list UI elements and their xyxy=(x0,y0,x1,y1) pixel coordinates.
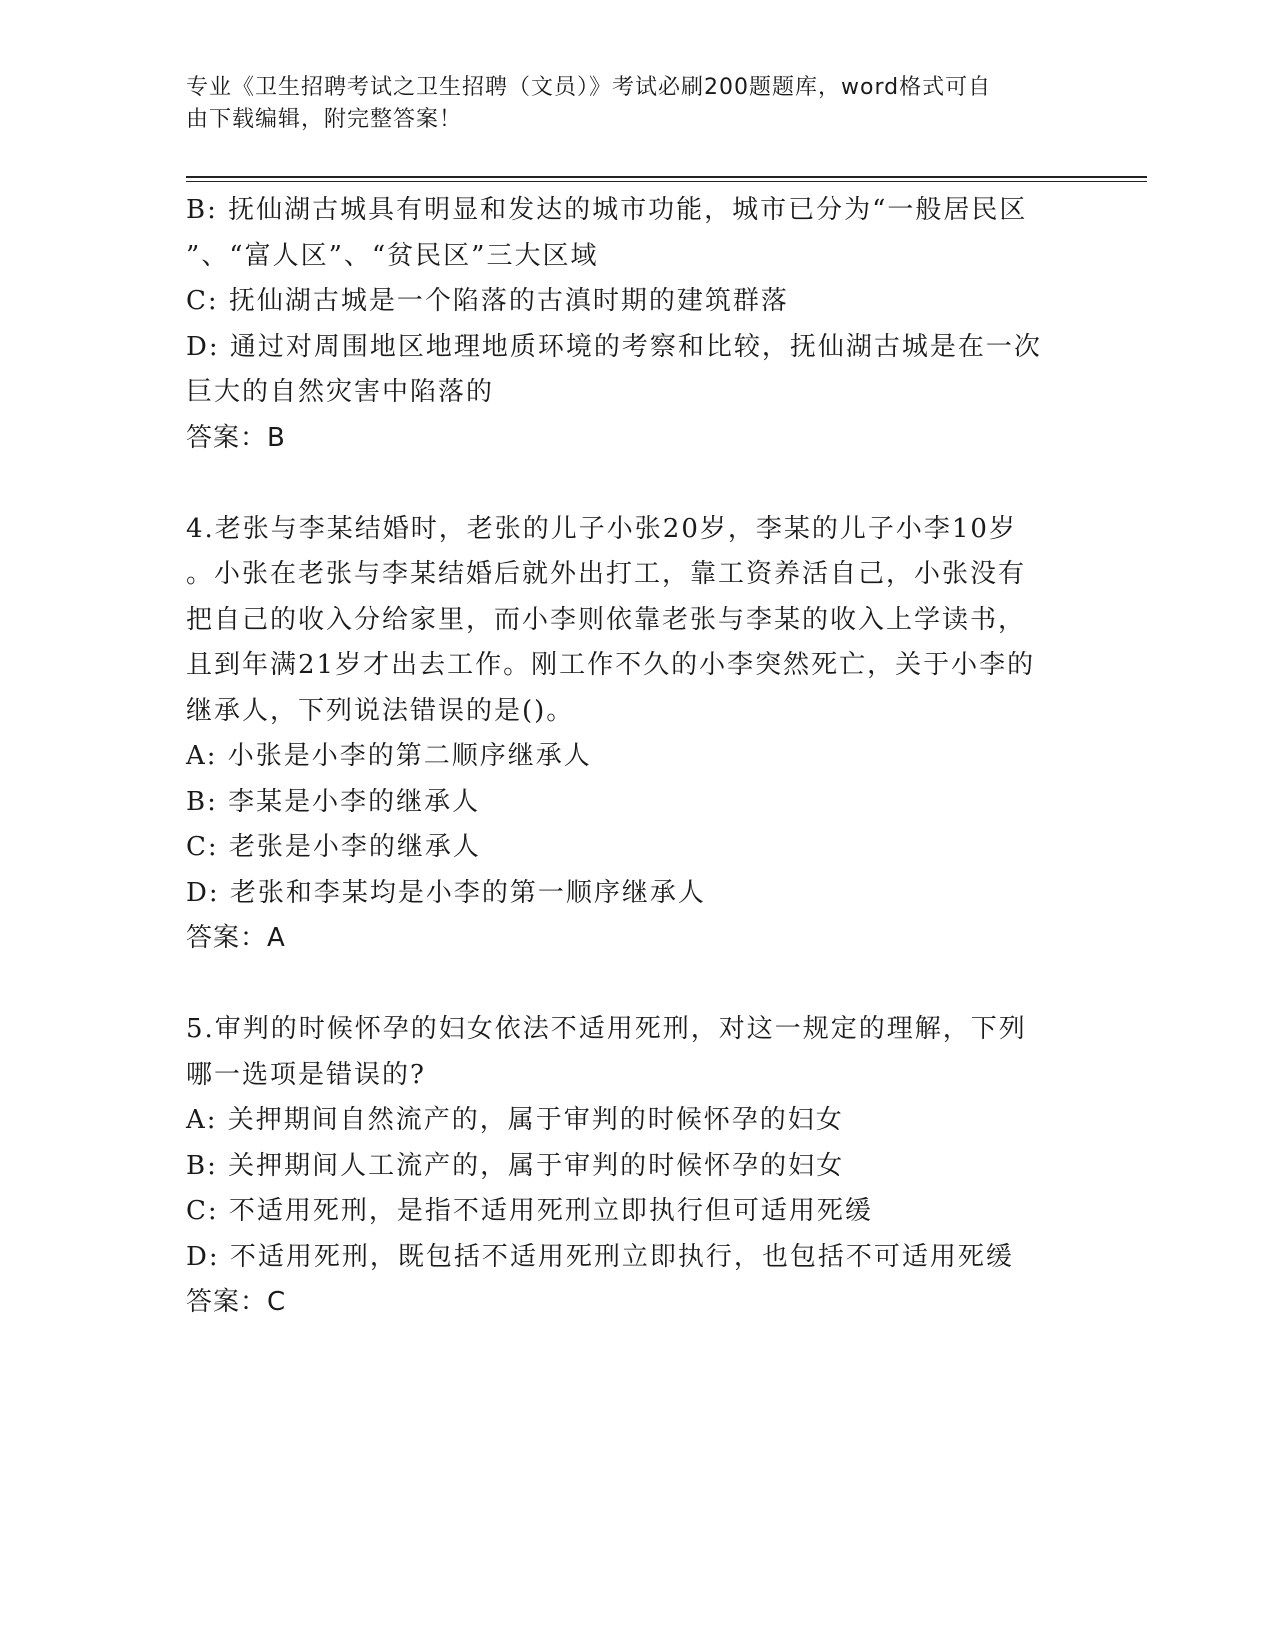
spacer xyxy=(186,461,1086,507)
question-stem-line-1: 5.审判的时候怀孕的妇女依法不适用死刑，对这一规定的理解，下列 xyxy=(186,1014,1027,1044)
option-c: C: 不适用死刑，是指不适用死刑立即执行但可适用死缓 xyxy=(186,1196,873,1226)
header-title-line-2: 由下载编辑，附完整答案！ xyxy=(186,107,463,132)
option-b: B: 关押期间人工流产的，属于审判的时候怀孕的妇女 xyxy=(186,1150,845,1181)
question-stem-line-4: 且到年满21岁才出去工作。刚工作不久的小李突然死亡，关于小李的 xyxy=(186,650,1036,680)
page-header xyxy=(186,72,1066,136)
option-b-line-1: B: 抚仙湖古城具有明显和发达的城市功能，城市已分为“一般居民区 xyxy=(186,195,1028,225)
question-stem-line-3: 把自己的收入分给家里，而小李则依靠老张与李某的收入上学读书， xyxy=(186,604,1027,635)
question-content xyxy=(186,188,1086,1326)
question-stem-line-1: 4.老张与李某结婚时，老张的儿子小张20岁，李某的儿子小李10岁 xyxy=(186,513,1017,544)
spacer xyxy=(186,962,1086,1008)
option-c: C: 老张是小李的继承人 xyxy=(186,832,481,862)
answer-text: 答案：B xyxy=(186,422,286,453)
header-divider-thin xyxy=(186,181,1147,182)
question-stem-line-5: 继承人，下列说法错误的是()。 xyxy=(186,695,575,726)
option-b-line-2: ”、“富人区”、“贫民区”三大区域 xyxy=(186,240,599,271)
option-c: C: 抚仙湖古城是一个陷落的古滇时期的建筑群落 xyxy=(186,286,789,316)
question-4 xyxy=(186,507,1086,962)
header-divider-thick xyxy=(186,176,1147,178)
answer-text: 答案：A xyxy=(186,923,286,953)
question-stem-line-2: 。小张在老张与李某结婚后就外出打工，靠工资养活自己，小张没有 xyxy=(186,559,1027,589)
option-a: A: 小张是小李的第二顺序继承人 xyxy=(186,741,592,771)
option-a: A: 关押期间自然流产的，属于审判的时候怀孕的妇女 xyxy=(186,1105,844,1135)
answer-text: 答案：C xyxy=(186,1287,287,1317)
option-d-line-1: D: 通过对周围地区地理地质环境的考察和比较，抚仙湖古城是在一次 xyxy=(186,331,1042,362)
header-title-line-1: 专业《卫生招聘考试之卫生招聘（文员）》考试必刷200题题库，word格式可自 xyxy=(186,75,992,100)
option-d-line-2: 巨大的自然灾害中陷落的 xyxy=(186,377,495,407)
question-stem-line-2: 哪一选项是错误的? xyxy=(186,1059,426,1090)
option-d: D: 不适用死刑，既包括不适用死刑立即执行，也包括不可适用死缓 xyxy=(186,1241,1014,1272)
option-d: D: 老张和李某均是小李的第一顺序继承人 xyxy=(186,877,706,908)
question-3-continued xyxy=(186,188,1086,461)
option-b: B: 李某是小李的继承人 xyxy=(186,786,481,817)
question-5 xyxy=(186,1007,1086,1326)
